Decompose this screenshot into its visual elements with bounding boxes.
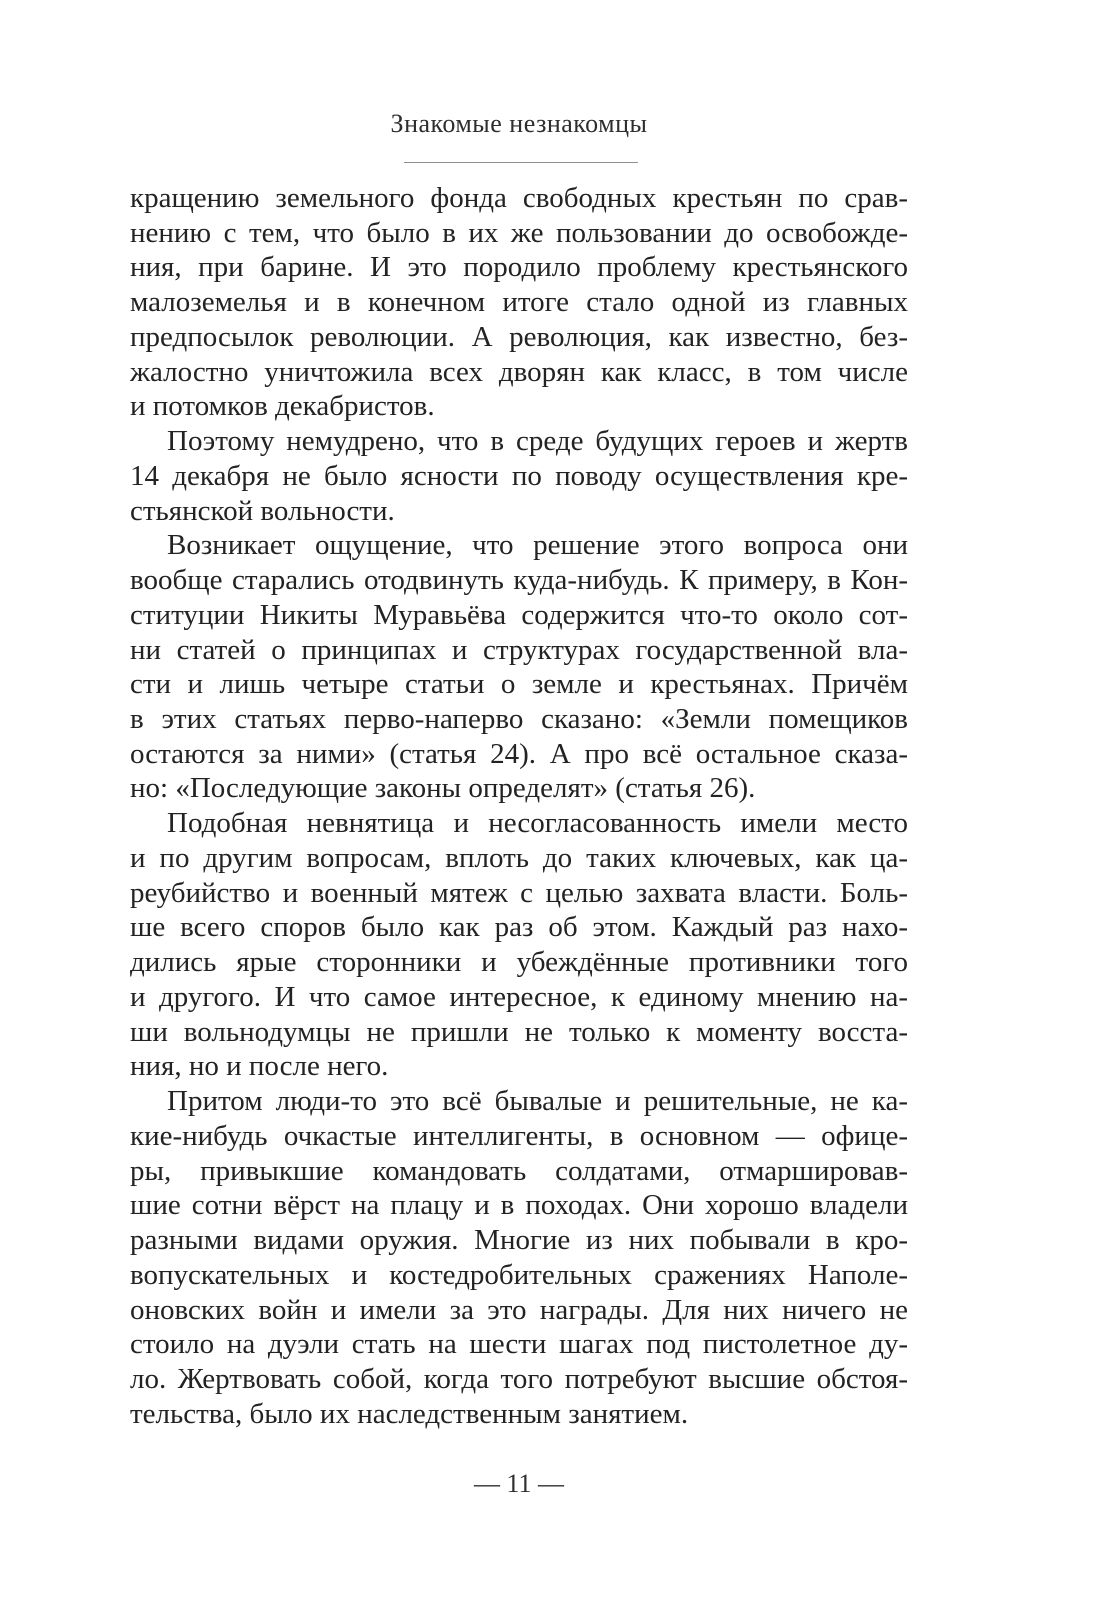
- text-line: предпосылок революции. А революция, как известно, без-: [130, 320, 908, 353]
- page-body: [130, 181, 908, 1431]
- text-line: и потомков декабристов.: [130, 390, 435, 423]
- text-line: кие-нибудь очкастые интеллигенты, в основном — офице-: [130, 1119, 908, 1152]
- text-line: Притом люди-то это всё бывалые и решительные, не ка-: [167, 1085, 908, 1118]
- text-line: стоило на дуэли стать на шести шагах под пистолетное ду-: [130, 1328, 908, 1361]
- text-line: ло. Жертвовать собой, когда того потребуют высшие обстоя-: [130, 1362, 908, 1395]
- text-line: Подобная невнятица и несогласованность имели место: [167, 807, 908, 840]
- text-line: но: «Последующие законы определят» (статья 26).: [130, 772, 756, 805]
- text-line: дились ярые сторонники и убеждённые противники того: [130, 946, 908, 979]
- text-line: и по другим вопросам, вплоть до таких ключевых, как ца-: [130, 841, 908, 874]
- text-line: ния, при барине. И это породило проблему крестьянского: [130, 251, 908, 284]
- text-line: в этих статьях перво-наперво сказано: «Земли помещиков: [130, 703, 908, 736]
- text-line: реубийство и военный мятеж с целью захвата власти. Боль-: [130, 876, 908, 909]
- running-header: Знакомые незнакомцы: [390, 109, 648, 138]
- text-line: вообще старались отодвинуть куда-нибудь. К примеру, в Кон-: [130, 564, 908, 597]
- page-number: — 11 —: [473, 1469, 565, 1498]
- text-line: 14 декабря не было ясности по поводу осуществления кре-: [130, 459, 908, 492]
- text-line: ния, но и после него.: [130, 1050, 389, 1083]
- text-line: ры, привыкшие командовать солдатами, отмаршировав-: [130, 1154, 908, 1187]
- text-line: Возникает ощущение, что решение этого вопроса они: [167, 529, 908, 562]
- text-line: ни статей о принципах и структурах государственной вла-: [130, 633, 908, 666]
- text-line: кращению земельного фонда свободных крестьян по срав-: [130, 182, 908, 214]
- text-line: вопускательных и костедробительных сражениях Наполе-: [130, 1258, 908, 1291]
- text-line: малоземелья и в конечном итоге стало одной из главных: [130, 286, 908, 319]
- text-line: Поэтому немудрено, что в среде будущих героев и жертв: [167, 425, 908, 458]
- text-line: оновских войн и имели за это награды. Для них ничего не: [130, 1293, 908, 1326]
- text-line: остаются за ними» (статья 24). А про всё остальное сказа-: [130, 737, 908, 770]
- text-line: сти и лишь четыре статьи о земле и крестьянах. Причём: [130, 668, 908, 701]
- text-line: ши вольнодумцы не пришли не только к моменту восста-: [130, 1015, 908, 1048]
- text-line: ституции Никиты Муравьёва содержится что-то около сот-: [130, 598, 908, 631]
- text-line: жалостно уничтожила всех дворян как класс, в том числе: [130, 355, 908, 388]
- text-line: и другого. И что самое интересное, к единому мнению на-: [130, 980, 908, 1013]
- text-line: шие сотни вёрст на плацу и в походах. Они хорошо владели: [130, 1189, 908, 1222]
- text-line: стьянской вольности.: [130, 494, 395, 527]
- text-line: нению с тем, что было в их же пользовании до освобожде-: [130, 216, 908, 249]
- header-divider: [404, 162, 638, 163]
- text-line: разными видами оружия. Многие из них побывали в кро-: [130, 1224, 908, 1257]
- text-line: ше всего споров было как раз об этом. Каждый раз нахо-: [130, 911, 908, 944]
- text-line: тельства, было их наследственным занятием.: [130, 1397, 689, 1430]
